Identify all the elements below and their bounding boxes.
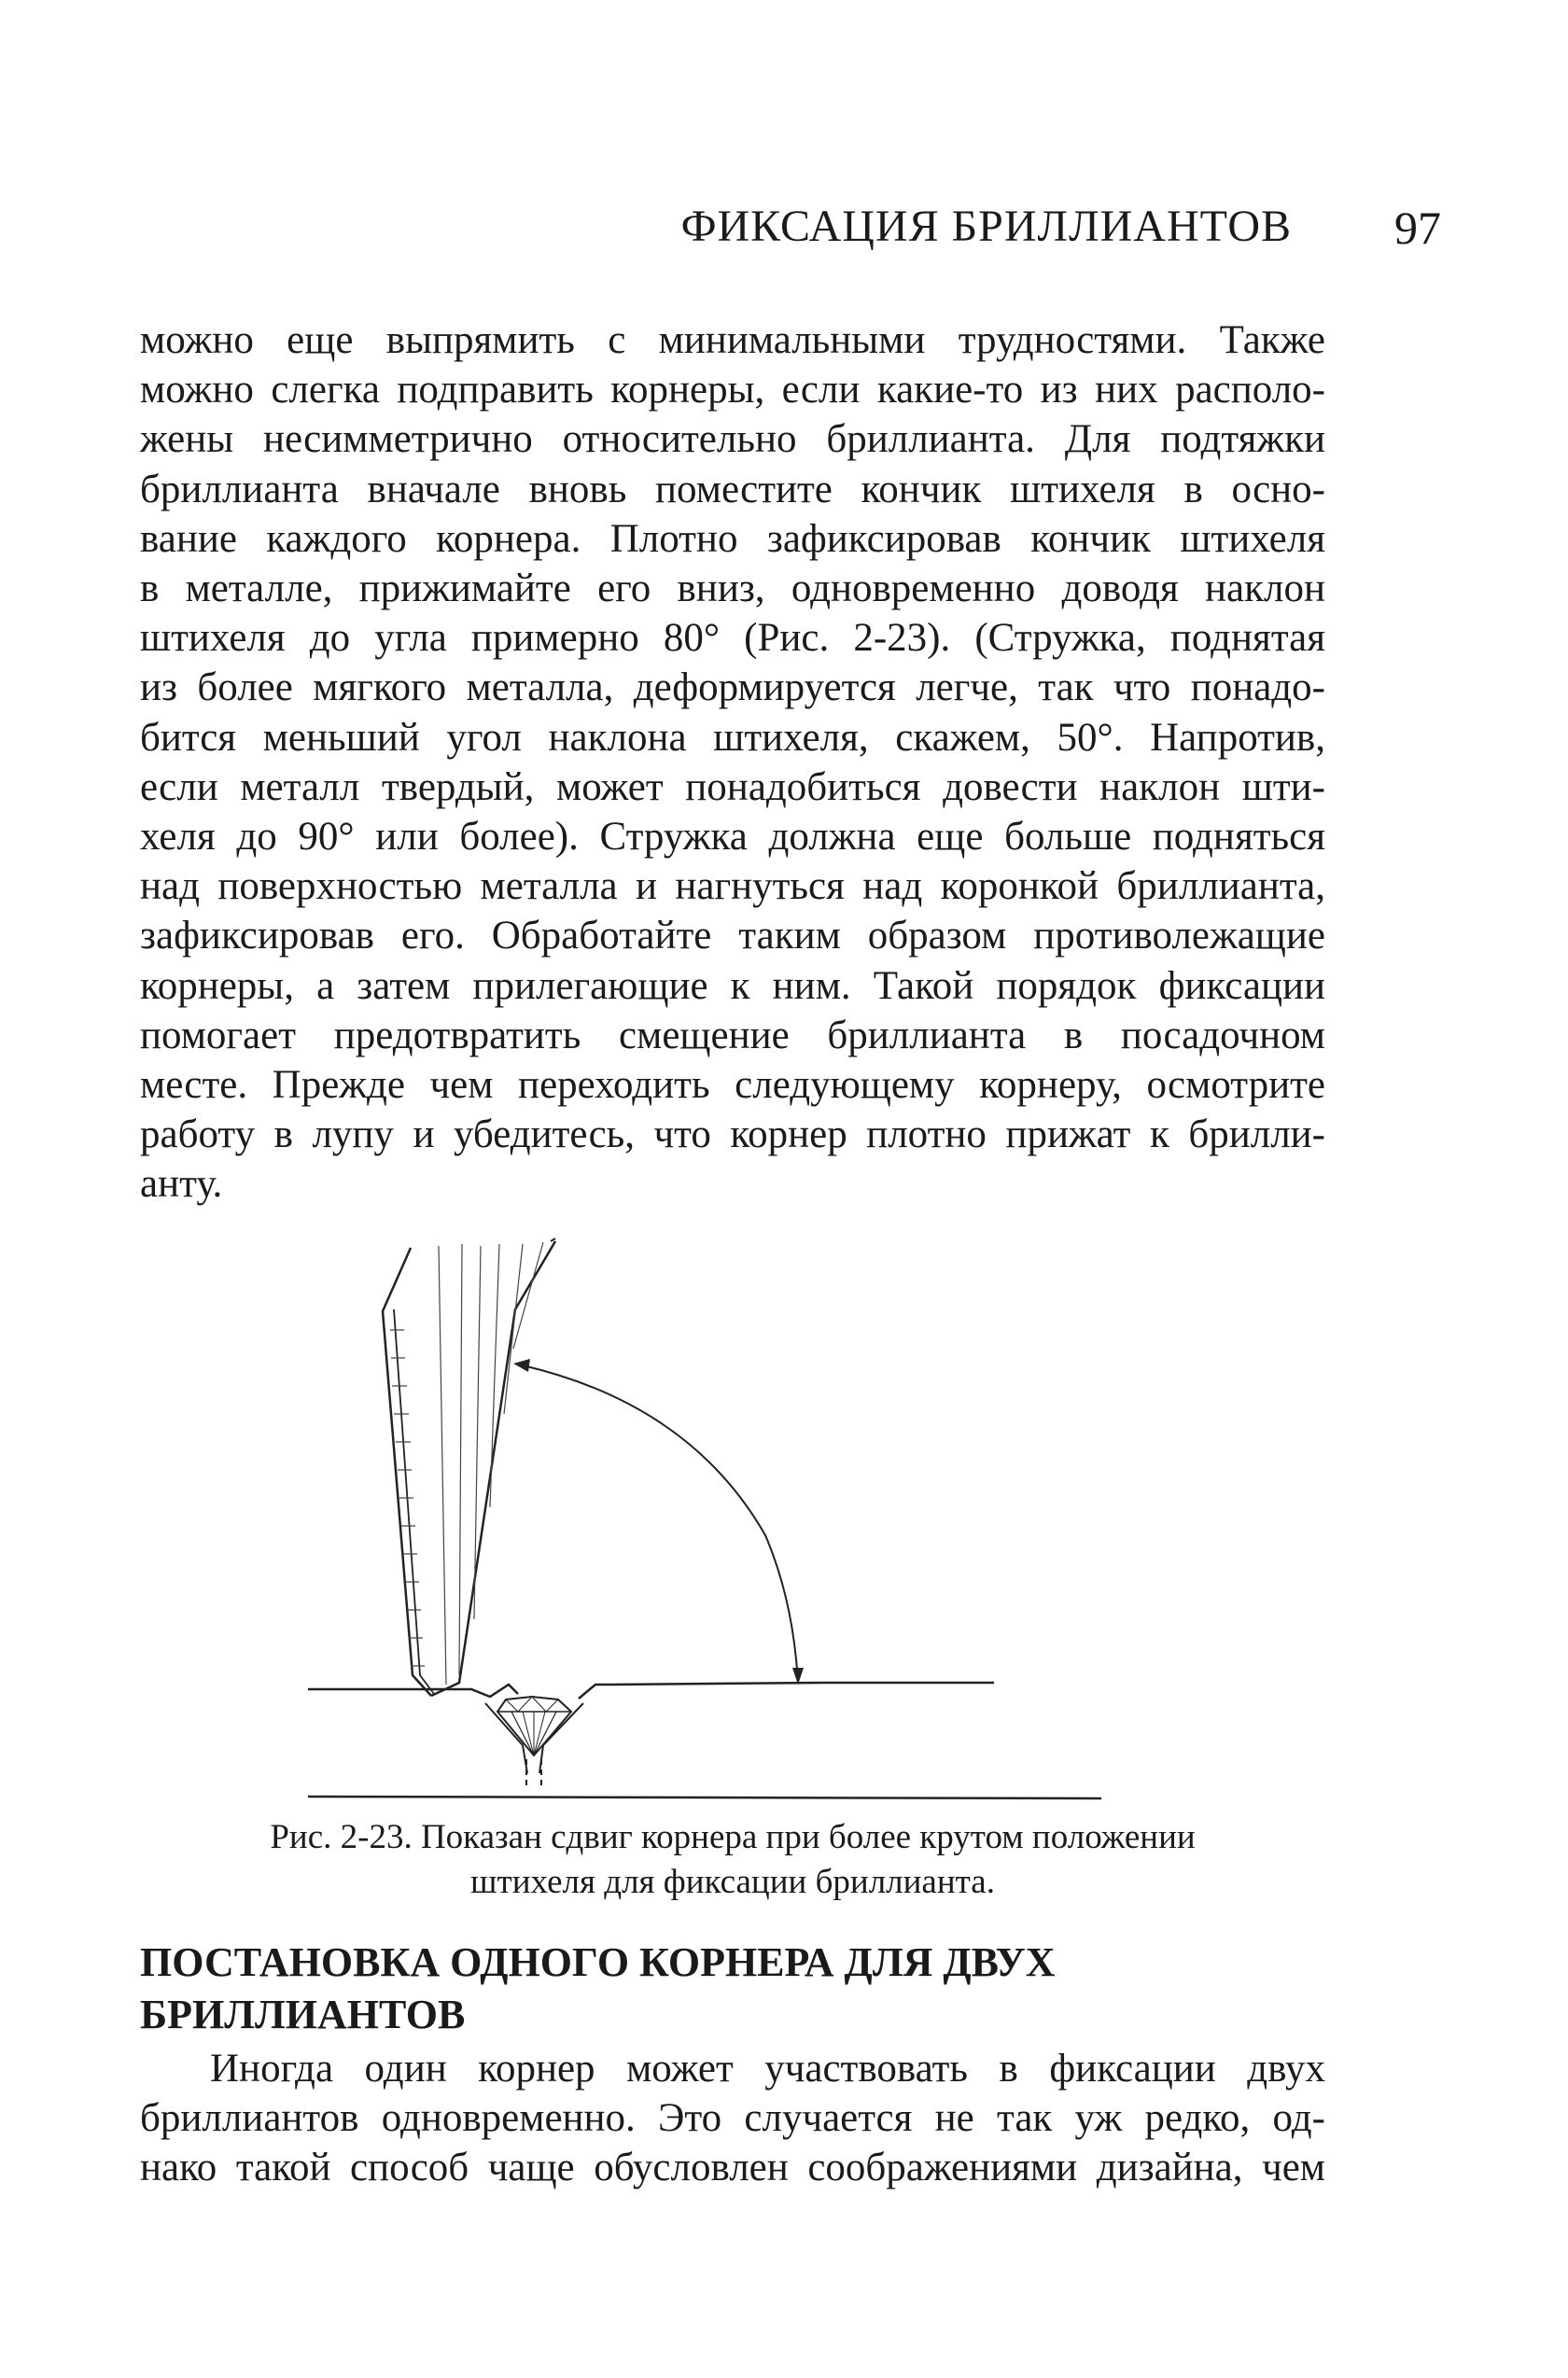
metal-surface-line-right bbox=[579, 1683, 994, 1699]
text-line: корнеры, а затем прилегающие к ним. Такой порядок фиксации bbox=[140, 963, 1325, 1008]
graver-icon bbox=[383, 1238, 658, 1696]
body-paragraph bbox=[140, 315, 1325, 1210]
text-line: зафиксировав его. Обработайте таким образом противолежащие bbox=[140, 914, 1325, 958]
page-number: 97 bbox=[1394, 202, 1441, 254]
text-line: нако такой способ чаще обусловлен соображениями дизайна, чем bbox=[140, 2146, 1325, 2190]
text-line: анту. bbox=[140, 1162, 223, 1207]
heading-line: ПОСТАНОВКА ОДНОГО КОРНЕРА ДЛЯ ДВУХ bbox=[140, 1939, 1056, 1985]
text-line: в металле, прижимайте его вниз, одновременно доводя наклон bbox=[140, 567, 1325, 611]
text-line: из более мягкого металла, деформируется легче, так что понадо- bbox=[140, 665, 1325, 710]
section-paragraph bbox=[140, 2044, 1325, 2193]
text-line: месте. Прежде чем переходить следующему корнеру, осмотрите bbox=[140, 1063, 1325, 1108]
text-line: помогает предотвратить смещение бриллианта в посадочном bbox=[140, 1013, 1325, 1057]
text-line: если металл твердый, может понадобиться довести наклон шти- bbox=[140, 764, 1325, 809]
diamond-icon bbox=[497, 1697, 571, 1756]
caption-line: штихеля для фиксации бриллианта. bbox=[470, 1863, 995, 1901]
heading-line: БРИЛЛИАНТОВ bbox=[140, 1992, 466, 2037]
text-line: бриллианта вначале вновь поместите кончик штихеля в осно- bbox=[140, 467, 1325, 511]
figure-graver-diamond bbox=[299, 1227, 1167, 1815]
running-title: ФИКСАЦИЯ БРИЛЛИАНТОВ bbox=[680, 202, 1292, 251]
section-heading bbox=[140, 1937, 1325, 2041]
text-line: Иногда один корнер может участвовать в фиксации двух bbox=[210, 2047, 1325, 2091]
text-line: вание каждого корнера. Плотно зафиксировав кончик штихеля bbox=[140, 516, 1325, 561]
text-line: хеля до 90° или более). Стружка должна еще больше подняться bbox=[140, 815, 1325, 860]
text-line: жены несимметрично относительно бриллианта. Для подтяжки bbox=[140, 417, 1325, 462]
text-line: работу в лупу и убедитесь, что корнер плотно прижат к брилли- bbox=[140, 1112, 1325, 1157]
running-head bbox=[140, 201, 1441, 266]
metal-surface-line bbox=[308, 1685, 518, 1697]
text-line: бриллиантов одновременно. Это случается не так уж редко, од- bbox=[140, 2096, 1325, 2141]
caption-line: Рис. 2-23. Показан сдвиг корнера при более крутом положении bbox=[270, 1818, 1196, 1856]
text-line: бится меньший угол наклона штихеля, скажем, 50°. Напротив, bbox=[140, 715, 1325, 760]
figure-caption bbox=[140, 1815, 1325, 1905]
text-line: над поверхностью металла и нагнуться над коронкой бриллианта, bbox=[140, 864, 1325, 909]
text-line: штихеля до угла примерно 80° (Рис. 2-23). (Стружка, поднятая bbox=[140, 616, 1325, 661]
text-line: можно еще выпрямить с минимальными трудностями. Также bbox=[140, 318, 1325, 362]
graver-illustration bbox=[299, 1227, 1167, 1815]
text-line: можно слегка подправить корнеры, если какие-то из них располо- bbox=[140, 368, 1325, 413]
metal-bottom-line bbox=[308, 1797, 1101, 1798]
